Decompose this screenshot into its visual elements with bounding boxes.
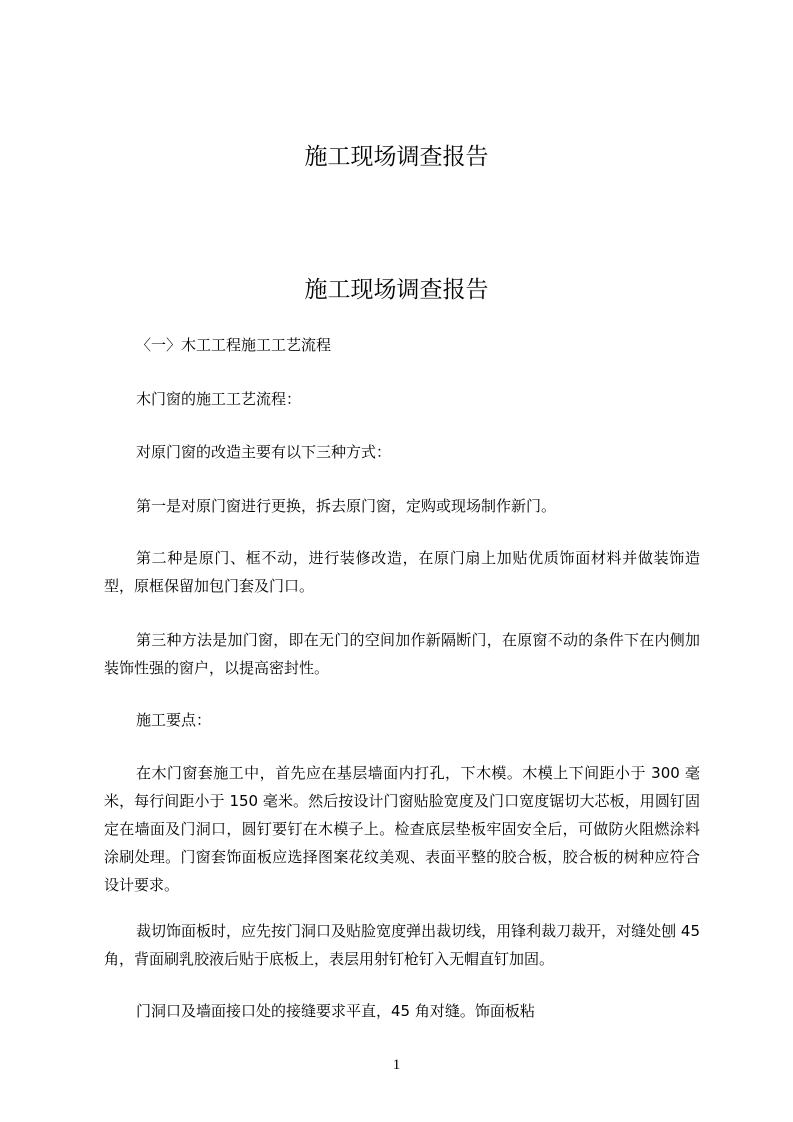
page-title: 施工现场调查报告: [304, 277, 489, 303]
paragraph-third-way: 第三种方法是加门窗，即在无门的空间加作新隔断门，在原窗不动的条件下在内侧加装饰性强的窗户，以提高密封性。: [104, 631, 700, 677]
paragraph-first-way: 第一是对原门窗进行更换，拆去原门窗，定购或现场制作新门。: [136, 497, 557, 515]
page-number: 1: [392, 1057, 401, 1073]
cover-title: 施工现场调查报告: [304, 144, 489, 170]
paragraph-joints: 门洞口及墙面接口处的接缝要求平直，45 角对缝。饰面板粘: [136, 1002, 535, 1020]
paragraph-wood-window-flow: 木门窗的施工工艺流程：: [136, 390, 302, 408]
paragraph-installation: 在木门窗套施工中，首先应在基层墙面内打孔，下木模。木模上下间距小于 300 毫米，每行间距小于 150 毫米。然后按设计门窗贴脸宽度及门口宽度锯切大芯板，用圆钉固定在墙面及门洞口，圆钉要钉在木模子上。检查底层垫板牢固安全后，可做防火阻燃涂料涂刷处理。门窗套饰面板应选择图案花纹美观、表面平整的胶合板，胶合板的树种应符合设计要求。: [104, 764, 700, 894]
paragraph-key-points: 施工要点：: [136, 711, 212, 729]
section-heading: 〈一〉木工工程施工工艺流程: [136, 336, 332, 354]
paragraph-renovation-ways: 对原门窗的改造主要有以下三种方式：: [136, 443, 392, 461]
paragraph-second-way: 第二种是原门、框不动，进行装修改造，在原门扇上加贴优质饰面材料并做装饰造型，原框保留加包门套及门口。: [104, 549, 700, 595]
paragraph-cutting: 裁切饰面板时，应先按门洞口及贴脸宽度弹出裁切线，用锋利裁刀裁开，对缝处刨 45 角，背面刷乳胶液后贴于底板上，表层用射钉枪钉入无帽直钉加固。: [104, 922, 700, 968]
